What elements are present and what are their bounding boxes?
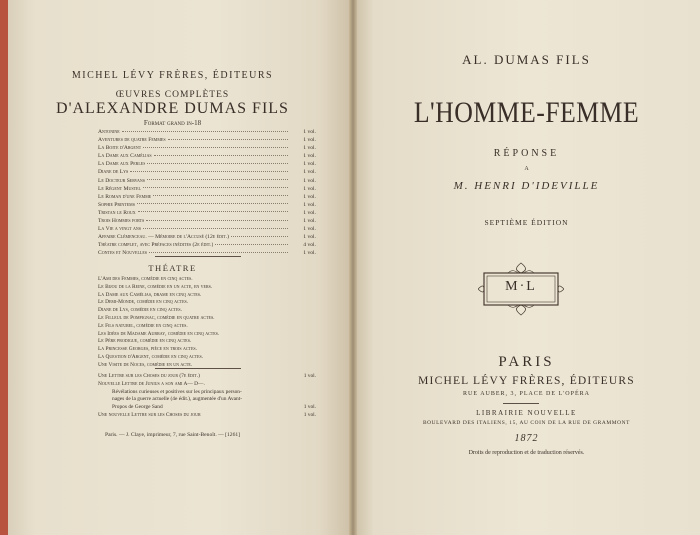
work-volumes: 1 vol.	[303, 193, 316, 200]
play-entry: L'Ami des Femmes, comédie en cinq actes.	[98, 276, 193, 282]
printer-imprint: Paris. — J. Claye, imprimeur, 7, rue Saint-Benoît. — [1261]	[104, 432, 241, 438]
work-volumes: 1 vol.	[303, 169, 316, 176]
publisher-name: MICHEL LÉVY FRÈRES, ÉDITEURS	[418, 375, 635, 387]
librairie-address: BOULEVARD DES ITALIENS, 15, AU COIN DE LA RUE DE GRAMMONT	[422, 420, 631, 426]
letter-continuation	[98, 404, 316, 412]
rights-notice: Droits de reproduction et de traduction réservés.	[468, 450, 585, 456]
work-volumes: 1 vol.	[303, 234, 316, 241]
work-title: Contes et Nouvelles	[98, 250, 148, 257]
letter-title: Une Lettre sur les Choses du jour (7e édit.)	[98, 373, 200, 379]
leader-dots	[137, 203, 288, 204]
subtitle-a: A	[524, 166, 529, 172]
leader-dots	[168, 139, 288, 140]
letter-entry	[98, 373, 316, 381]
letter-volumes: 1 vol.	[303, 373, 316, 379]
work-volumes: 4 vol.	[303, 242, 316, 249]
leader-dots	[130, 171, 288, 172]
work-title: Aventures de quatre Femmes	[98, 137, 166, 144]
letter-continuation	[98, 396, 316, 404]
work-title: Affaire Clémenceau. — Mémoire de l'Accusé (12e édit.)	[98, 234, 229, 241]
work-title: La Dame aux Camélias	[98, 153, 152, 160]
leader-dots	[231, 236, 288, 237]
letter-entry	[98, 381, 316, 389]
letter-detail: nages de la guerre actuelle (4e édit.), augmentée d'un Avant-	[112, 396, 243, 403]
leader-dots	[143, 228, 288, 229]
work-volumes: 1 vol.	[303, 218, 316, 225]
publication-year: 1872	[514, 433, 539, 444]
work-entry	[98, 209, 316, 217]
dedicatee: M. HENRI D'IDEVILLE	[453, 180, 600, 192]
leader-dots	[153, 195, 288, 196]
work-title: La Dame aux Perles	[98, 161, 146, 168]
work-title: Trois Hommes forts	[98, 218, 145, 225]
work-entry	[98, 152, 316, 160]
work-title: Théatre complet, avec Préfaces inédites (2e édit.)	[98, 242, 214, 249]
work-entry	[98, 217, 316, 225]
work-entry	[98, 144, 316, 152]
letter-detail: Propos de George Sand	[112, 404, 163, 411]
play-entry: Diane de Lys, comédie en cinq actes.	[98, 307, 182, 314]
collection-heading: ŒUVRES COMPLÈTES	[115, 90, 230, 100]
letter-volumes	[294, 389, 316, 397]
divider-rule	[155, 256, 241, 257]
leader-dots	[215, 244, 288, 245]
leader-dots	[147, 179, 288, 180]
publication-city: PARIS	[498, 354, 555, 370]
letter-volumes: 1 vol.	[303, 411, 316, 418]
works-list	[98, 128, 316, 258]
play-entry: Le Fils naturel, comédie en cinq actes.	[98, 322, 188, 329]
librairie-name: LIBRAIRIE NOUVELLE	[476, 409, 577, 417]
work-title: La Vie a vingt ans	[98, 226, 141, 233]
work-title: Diane de Lys	[98, 169, 129, 176]
work-volumes: 1 vol.	[303, 153, 316, 160]
work-entry	[98, 201, 316, 209]
work-title: Sophie Printems	[98, 201, 135, 208]
work-title: La Boite d'Argent	[98, 145, 142, 152]
work-volumes: 1 vol.	[303, 201, 316, 208]
leader-dots	[147, 163, 288, 164]
play-entry: La Dame aux Camélias, drame en cinq actes.	[98, 291, 202, 298]
work-volumes: 1 vol.	[303, 161, 316, 168]
leader-dots	[149, 252, 288, 253]
work-entry	[98, 241, 316, 249]
publisher-address: RUE AUBER, 3, PLACE DE L'OPÉRA	[463, 391, 590, 397]
title-page-author: AL. DUMAS FILS	[462, 52, 591, 67]
play-entry: Le Bijou de la Reine, comédie en un acte, en vers.	[98, 283, 213, 290]
divider-rule	[503, 403, 539, 404]
work-title: Antonine	[98, 129, 120, 135]
book-title: L'HOMME-FEMME	[413, 96, 640, 129]
work-entry	[98, 225, 316, 233]
work-entry	[98, 233, 316, 241]
work-volumes: 1 vol.	[303, 177, 316, 184]
play-entry: Le Père prodigue, comédie en cinq actes.	[98, 338, 192, 345]
work-volumes: 1 vol.	[303, 137, 316, 144]
work-volumes: 1 vol.	[303, 145, 316, 152]
theatre-heading: THÉATRE	[148, 263, 197, 273]
publisher-monogram: M·L	[505, 279, 537, 294]
play-entry: Le Demi-Monde, comédie en cinq actes.	[98, 299, 189, 306]
letter-volumes	[294, 396, 316, 404]
edition-note: SEPTIÈME ÉDITION	[484, 218, 569, 227]
work-title: Le Docteur Servans	[98, 177, 145, 184]
work-title: Le Régent Mustel	[98, 185, 141, 192]
work-volumes: 1 vol.	[303, 209, 316, 216]
work-entry	[98, 160, 316, 168]
letter-title: Une nouvelle Lettre sur les Choses du jour	[98, 411, 201, 418]
work-volumes: 1 vol.	[303, 185, 316, 192]
leader-dots	[138, 211, 288, 212]
work-volumes: 1 vol.	[303, 250, 316, 257]
letter-title: Nouvelle Lettre de Junius a son ami A— D—.	[98, 380, 205, 387]
leader-dots	[146, 220, 288, 221]
leader-dots	[122, 131, 288, 132]
letter-detail: Révélations curieuses et positives sur les principaux person-	[112, 388, 242, 395]
play-entry: La Question d'Argent, comédie en cinq actes.	[98, 353, 204, 360]
work-entry	[98, 136, 316, 144]
leader-dots	[143, 187, 288, 188]
play-entry: Une Visite de Noces, comédie en un acte.	[98, 361, 193, 368]
letter-volumes	[294, 381, 316, 389]
work-entry	[98, 185, 316, 193]
collection-author: D'ALEXANDRE DUMAS FILS	[56, 100, 289, 117]
letters-list	[98, 373, 316, 420]
divider-rule	[155, 368, 241, 369]
work-entry	[98, 128, 316, 136]
work-entry	[98, 168, 316, 176]
work-volumes: 1 vol.	[303, 226, 316, 233]
play-entry: La Princesse Georges, pièce en trois actes.	[98, 346, 197, 353]
leader-dots	[154, 155, 288, 156]
work-title: Le Roman d'une Femme	[98, 193, 152, 200]
letter-entry	[98, 412, 316, 420]
format-note: Format grand in-18	[143, 119, 202, 127]
play-entry: Le Filleul de Pompignac, comédie en quatre actes.	[98, 314, 215, 321]
plays-list	[98, 276, 328, 370]
leader-dots	[143, 147, 288, 148]
work-entry	[98, 193, 316, 201]
left-publisher-line: MICHEL LÉVY FRÈRES, ÉDITEURS	[71, 70, 274, 81]
work-entry	[98, 177, 316, 185]
work-volumes: 1 vol.	[303, 129, 316, 135]
letter-volumes: 1 vol.	[303, 404, 316, 411]
play-entry: Les Idées de Madame Aubray, comédie en cinq actes.	[98, 330, 220, 337]
subtitle-reponse: RÉPONSE	[493, 148, 560, 159]
letter-continuation	[98, 389, 316, 397]
work-title: Tristan le Roux	[98, 209, 136, 216]
